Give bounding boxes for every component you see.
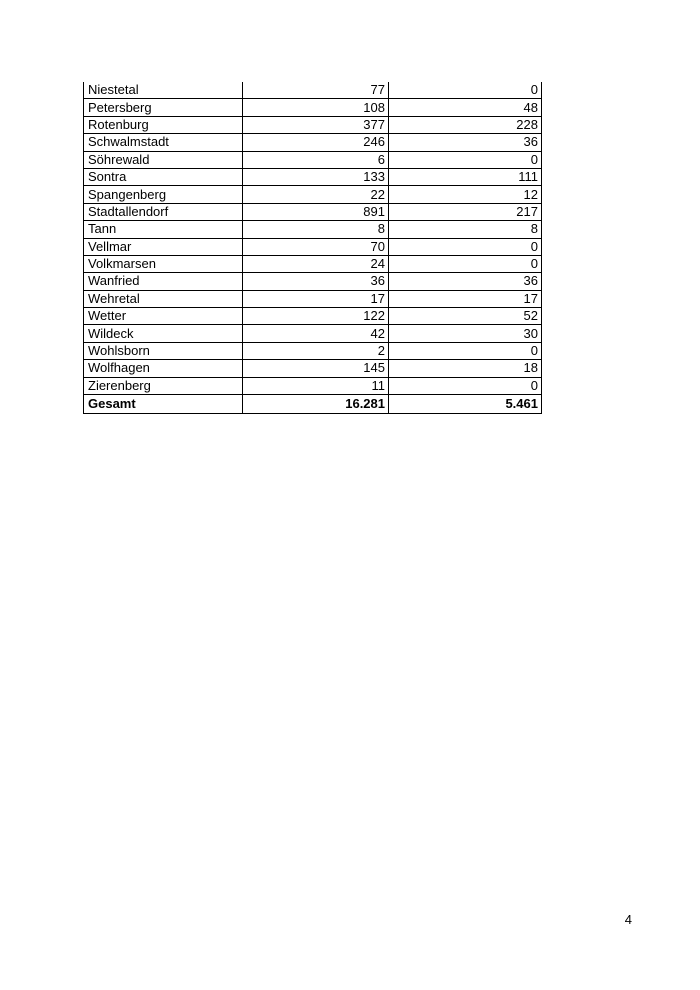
value-a-cell: 377	[243, 116, 389, 133]
value-b-cell: 36	[389, 134, 542, 151]
municipality-name-cell: Söhrewald	[84, 151, 243, 168]
total-row	[84, 395, 542, 414]
value-b-cell: 36	[389, 273, 542, 290]
value-b-cell: 0	[389, 377, 542, 394]
municipality-name-cell: Vellmar	[84, 238, 243, 255]
value-b-cell: 0	[389, 82, 542, 99]
municipality-name-cell: Sontra	[84, 168, 243, 185]
municipality-name-cell: Schwalmstadt	[84, 134, 243, 151]
table-row	[84, 203, 542, 220]
value-a-cell: 70	[243, 238, 389, 255]
municipality-name-cell: Wildeck	[84, 325, 243, 342]
value-a-cell: 133	[243, 168, 389, 185]
table-row	[84, 168, 542, 185]
value-b-cell: 30	[389, 325, 542, 342]
total-a-cell: 16.281	[243, 395, 389, 414]
value-a-cell: 24	[243, 255, 389, 272]
value-b-cell: 228	[389, 116, 542, 133]
value-a-cell: 122	[243, 308, 389, 325]
municipality-name-cell: Wetter	[84, 308, 243, 325]
value-b-cell: 0	[389, 151, 542, 168]
municipality-name-cell: Wehretal	[84, 290, 243, 307]
table-row	[84, 116, 542, 133]
table-row	[84, 308, 542, 325]
table-row	[84, 377, 542, 394]
value-a-cell: 246	[243, 134, 389, 151]
municipality-name-cell: Wolfhagen	[84, 360, 243, 377]
value-b-cell: 0	[389, 255, 542, 272]
value-a-cell: 6	[243, 151, 389, 168]
value-a-cell: 77	[243, 82, 389, 99]
municipality-name-cell: Zierenberg	[84, 377, 243, 394]
total-b-cell: 5.461	[389, 395, 542, 414]
table-row	[84, 360, 542, 377]
municipality-name-cell: Stadtallendorf	[84, 203, 243, 220]
table-row	[84, 82, 542, 99]
municipality-name-cell: Wohlsborn	[84, 342, 243, 359]
value-b-cell: 52	[389, 308, 542, 325]
value-a-cell: 891	[243, 203, 389, 220]
municipality-name-cell: Spangenberg	[84, 186, 243, 203]
value-a-cell: 2	[243, 342, 389, 359]
table-row	[84, 151, 542, 168]
value-a-cell: 11	[243, 377, 389, 394]
value-b-cell: 8	[389, 221, 542, 238]
value-b-cell: 217	[389, 203, 542, 220]
table-row	[84, 325, 542, 342]
value-b-cell: 17	[389, 290, 542, 307]
table-row	[84, 186, 542, 203]
municipality-name-cell: Petersberg	[84, 99, 243, 116]
total-label-cell: Gesamt	[84, 395, 243, 414]
page-number: 4	[624, 912, 632, 927]
municipality-table	[83, 82, 542, 414]
value-b-cell: 0	[389, 342, 542, 359]
municipality-name-cell: Volkmarsen	[84, 255, 243, 272]
municipality-name-cell: Tann	[84, 221, 243, 238]
table-row	[84, 290, 542, 307]
value-b-cell: 18	[389, 360, 542, 377]
municipality-name-cell: Wanfried	[84, 273, 243, 290]
table-row	[84, 342, 542, 359]
value-b-cell: 111	[389, 168, 542, 185]
table-row	[84, 134, 542, 151]
table-row	[84, 255, 542, 272]
value-a-cell: 36	[243, 273, 389, 290]
value-b-cell: 0	[389, 238, 542, 255]
table-row	[84, 221, 542, 238]
value-a-cell: 8	[243, 221, 389, 238]
table-row	[84, 273, 542, 290]
value-b-cell: 12	[389, 186, 542, 203]
value-a-cell: 42	[243, 325, 389, 342]
municipality-name-cell: Rotenburg	[84, 116, 243, 133]
value-a-cell: 17	[243, 290, 389, 307]
value-a-cell: 22	[243, 186, 389, 203]
value-a-cell: 108	[243, 99, 389, 116]
table-row	[84, 99, 542, 116]
value-a-cell: 145	[243, 360, 389, 377]
table-row	[84, 238, 542, 255]
municipality-name-cell: Niestetal	[84, 82, 243, 99]
value-b-cell: 48	[389, 99, 542, 116]
table-body	[84, 82, 542, 414]
